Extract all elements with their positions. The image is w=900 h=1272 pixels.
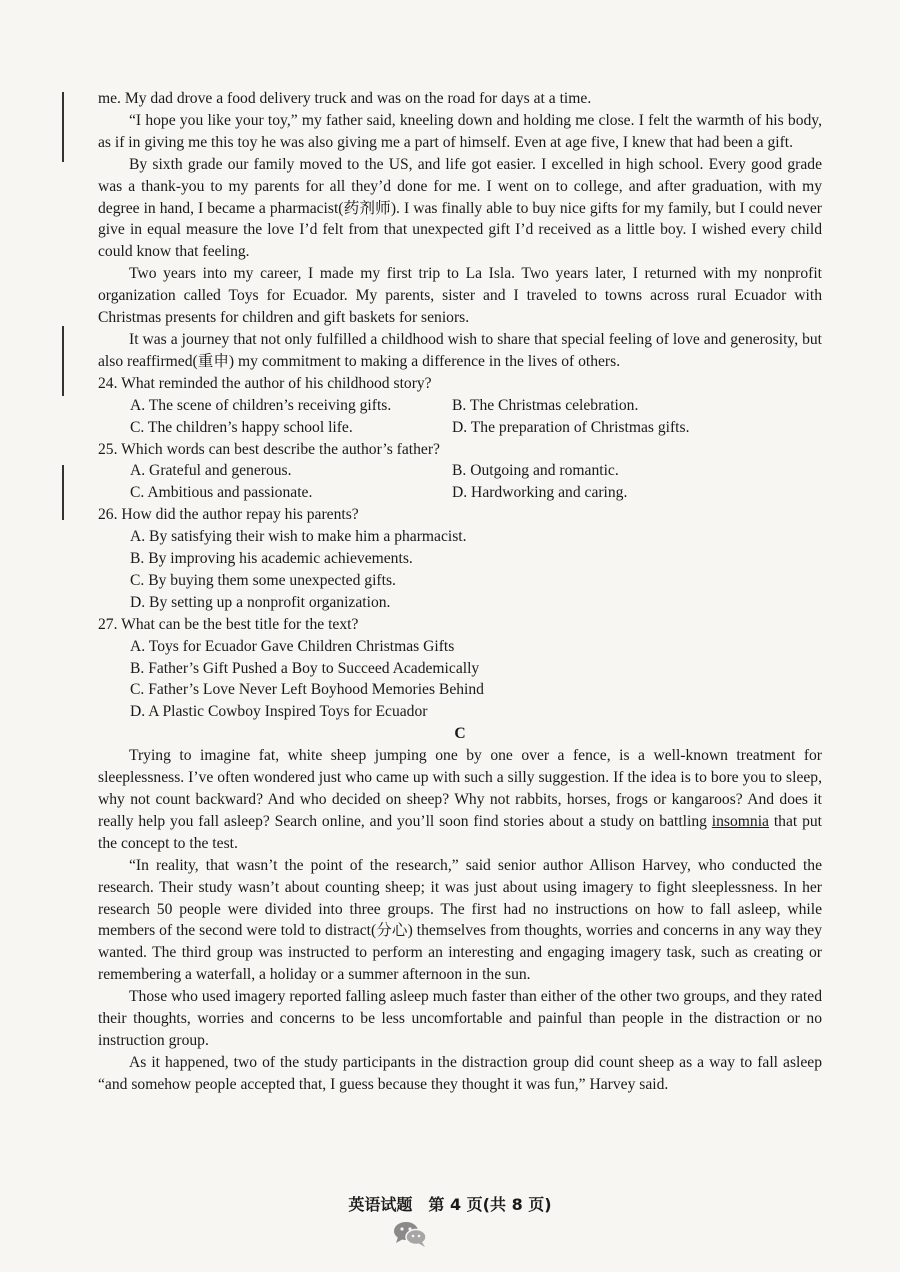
wechat-chat-icon	[392, 1220, 428, 1248]
option: B. By improving his academic achievements.	[130, 550, 413, 568]
page-footer: 英语试题 第 4 页(共 8 页)	[348, 1195, 552, 1214]
question-stem: 25. Which words can best describe the author’s father?	[98, 440, 440, 458]
passage-c-paragraph: As it happened, two of the study participants in the distraction group did count sheep as a way to fall asleep “and somehow people accepted that, I guess because they thought it was fun,” Harvey said.	[98, 1053, 822, 1093]
margin-line	[62, 326, 64, 396]
question-options	[98, 636, 822, 724]
question-stem: 27. What can be the best title for the text?	[98, 615, 359, 633]
passage-c-paragraph: “In reality, that wasn’t the point of the research,” said senior author Allison Harvey, who conducted the research. Their study wasn’t about counting sheep; it was just about using imagery to fight sleeplessness. In her research 50 people were divided into three groups. The first had no instructions on how to fall asleep, while members of the second were told to distract(分心) themselves from thoughts, worries and concerns in any way they wanted. The third group was instructed to perform an interesting and engaging imagery task, such as creating or remembering a waterfall, a holiday or a summer afternoon in the sun.	[98, 856, 822, 984]
passage-b-paragraph: By sixth grade our family moved to the US, and life got easier. I excelled in high school. Every good grade was a thank-you to my parents for all they’d done for me. I went on to college, and after graduation, with my degree in hand, I became a pharmacist(药剂师). I was finally able to buy nice gifts for my family, but I could never give in equal measure the love I’d felt from that unexpected gift I’d received as a little boy. I wished every child could know that feeling.	[98, 155, 822, 261]
margin-line	[62, 465, 64, 520]
passage-text: Trying to imagine fat, white sheep jumping one by one over a fence, is a well-known treatment for sleeplessness. I’ve often wondered just who came up with such a silly suggestion. If the idea is to bore you to sleep, why not count backward? And who decided on sheep? Why not rabbits, horses, frogs or kangaroos? And does it really help you fall asleep? Search online, and you’ll soon find stories about a study on battling	[98, 747, 822, 830]
section-heading: C	[454, 725, 466, 743]
option: C. The children’s happy school life.	[130, 418, 353, 436]
option: D. Hardworking and caring.	[452, 484, 628, 502]
question-options	[98, 395, 822, 439]
passage-b-paragraph: Two years into my career, I made my first trip to La Isla. Two years later, I returned with my nonprofit organization called Toys for Ecuador. My parents, sister and I traveled to towns across rural Ecuador with Christmas presents for children and gift baskets for seniors.	[98, 265, 822, 327]
passage-b-paragraph: “I hope you like your toy,” my father said, kneeling down and holding me close. I felt the warmth of his body, as if in giving me this toy he was also giving me a part of himself. Even at age five, I knew that had been a gift.	[98, 111, 822, 151]
passage-b-paragraph: It was a journey that not only fulfilled a childhood wish to share that special feeling of love and generosity, but also reaffirmed(重申) my commitment to making a difference in the lives of others.	[98, 330, 822, 370]
question-options	[98, 526, 822, 614]
question-stem: 26. How did the author repay his parents?	[98, 506, 359, 524]
passage-b-paragraph: me. My dad drove a food delivery truck and was on the road for days at a time.	[98, 90, 592, 107]
passage-c-paragraph	[98, 745, 822, 855]
margin-line	[62, 92, 64, 162]
option: B. The Christmas celebration.	[452, 396, 639, 414]
option: B. Father’s Gift Pushed a Boy to Succeed Academically	[130, 659, 480, 677]
underlined-word: insomnia	[711, 812, 769, 830]
option: C. Father’s Love Never Left Boyhood Memories Behind	[130, 681, 484, 699]
exam-content	[98, 88, 822, 1096]
option: D. A Plastic Cowboy Inspired Toys for Ecuador	[130, 703, 428, 721]
option: D. The preparation of Christmas gifts.	[452, 418, 690, 436]
option: A. By satisfying their wish to make him a pharmacist.	[130, 528, 467, 546]
option: C. Ambitious and passionate.	[130, 484, 313, 502]
passage-text: that put the concept to the test.	[98, 812, 822, 852]
passage-c-paragraph: Those who used imagery reported falling asleep much faster than either of the other two groups, and they rated their thoughts, worries and concerns to be less uncomfortable and painful than people in the distraction or no instruction group.	[98, 988, 822, 1049]
option: A. Grateful and generous.	[130, 462, 292, 480]
question-options	[98, 460, 822, 504]
question-stem: 24. What reminded the author of his childhood story?	[98, 374, 432, 392]
option: D. By setting up a nonprofit organization.	[130, 593, 391, 611]
option: A. The scene of children’s receiving gifts.	[130, 396, 392, 414]
option: A. Toys for Ecuador Gave Children Christmas Gifts	[130, 637, 455, 655]
option: C. By buying them some unexpected gifts.	[130, 571, 396, 589]
option: B. Outgoing and romantic.	[452, 462, 619, 480]
